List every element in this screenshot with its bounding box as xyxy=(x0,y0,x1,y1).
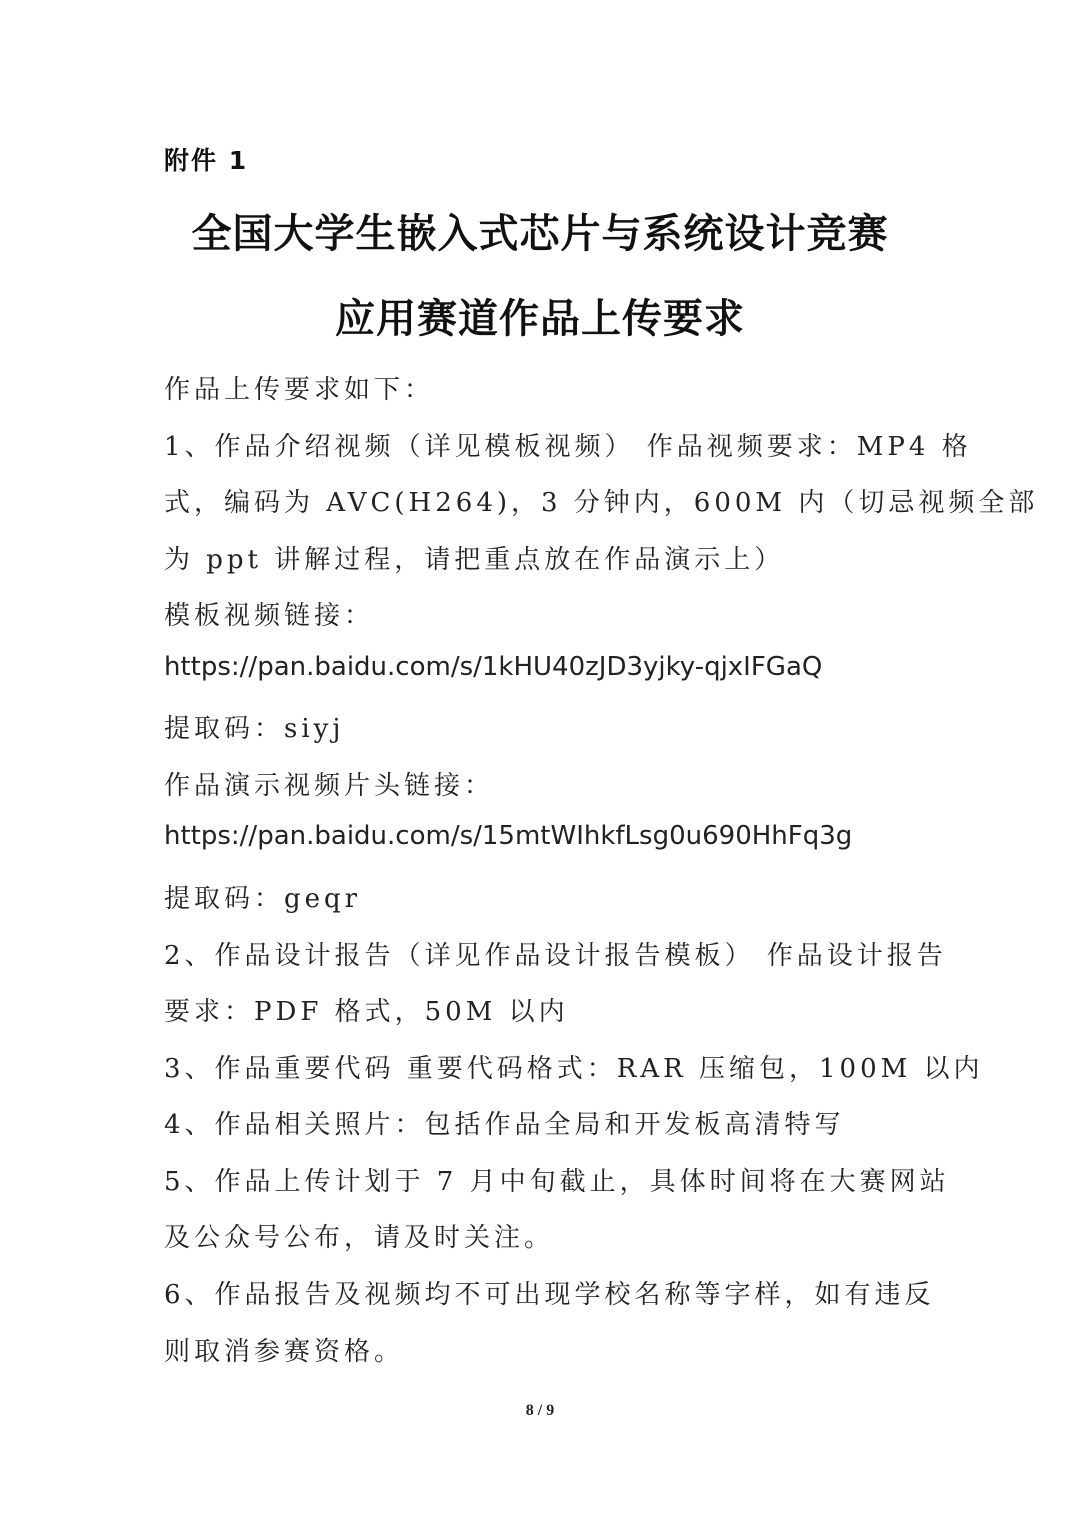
item-3: 3、作品重要代码 重要代码格式：RAR 压缩包，100M 以内 xyxy=(164,1054,984,1084)
item-1-line-1: 1、作品介绍视频（详见模板视频） 作品视频要求：MP4 格 xyxy=(164,432,972,462)
item-1-line-3: 为 ppt 讲解过程，请把重点放在作品演示上） xyxy=(164,545,785,575)
item-1-line-2: 式，编码为 AVC(H264)，3 分钟内，600M 内（切忌视频全部 xyxy=(164,488,1039,518)
item-6-line-2: 则取消参赛资格。 xyxy=(164,1337,405,1367)
item-6-line-1: 6、作品报告及视频均不可出现学校名称等字样，如有违反 xyxy=(164,1280,935,1310)
item-5-line-1: 5、作品上传计划于 7 月中旬截止，具体时间将在大赛网站 xyxy=(164,1167,950,1197)
document-title-line-2: 应用赛道作品上传要求 xyxy=(335,296,745,342)
page-number: 8 / 9 xyxy=(525,1402,555,1419)
item-2-line-2: 要求：PDF 格式，50M 以内 xyxy=(164,997,569,1027)
demo-video-link[interactable]: https://pan.baidu.com/s/15mtWIhkfLsg0u690HhFq3g xyxy=(164,821,853,851)
item-2-line-1: 2、作品设计报告（详见作品设计报告模板） 作品设计报告 xyxy=(164,941,947,971)
attachment-label: 附件 1 xyxy=(164,146,249,175)
template-link-label: 模板视频链接： xyxy=(164,601,375,631)
demo-link-label: 作品演示视频片头链接： xyxy=(164,771,495,801)
demo-extraction-code: 提取码：geqr xyxy=(164,884,362,914)
intro-text: 作品上传要求如下： xyxy=(164,375,435,405)
document-title-line-1: 全国大学生嵌入式芯片与系统设计竞赛 xyxy=(191,211,889,257)
item-4: 4、作品相关照片：包括作品全局和开发板高清特写 xyxy=(164,1110,845,1140)
template-extraction-code: 提取码：siyj xyxy=(164,714,345,744)
item-5-line-2: 及公众号公布，请及时关注。 xyxy=(164,1223,555,1253)
template-video-link[interactable]: https://pan.baidu.com/s/1kHU40zJD3yjky-qjxIFGaQ xyxy=(164,652,823,682)
